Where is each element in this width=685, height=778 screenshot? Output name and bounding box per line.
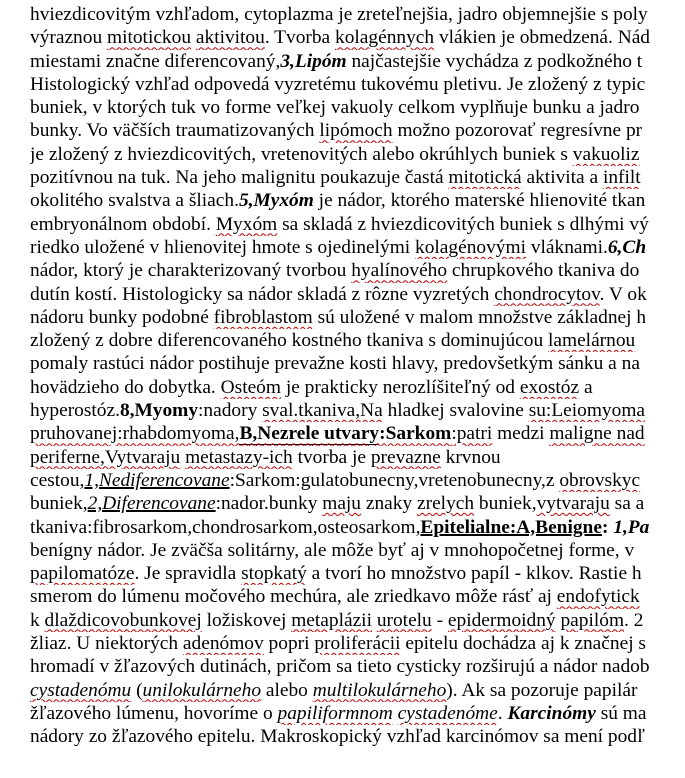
- text-line: [30, 96, 685, 119]
- text-segment: zložený z dobre diferencovaného kostného tkaniva s dominujúcou: [30, 330, 548, 352]
- text-segment: aktivita a: [521, 167, 603, 189]
- misspelled-text-segment: dlaždicovobunkovej: [44, 609, 202, 631]
- text-line: [30, 469, 685, 492]
- misspelled-text-segment: aktivitou: [195, 27, 265, 49]
- misspelled-text-segment: su:Leiomyoma: [528, 400, 646, 422]
- text-segment: medzi: [492, 423, 550, 445]
- text-line: [30, 283, 685, 306]
- misspelled-text-segment: hyalínového: [351, 260, 448, 282]
- text-segment: alebo: [261, 679, 313, 701]
- text-segment: hviezdicovitým vzhľadom, cytoplazma je zreteľnejšia, jadro objemnejšie s poly: [30, 4, 648, 25]
- text-segment: :: [601, 516, 614, 538]
- misspelled-text-segment: prevazne: [370, 446, 441, 468]
- misspelled-text-segment: B,Nezrele utvary: [239, 423, 380, 445]
- text-segment: 8,Myomy: [119, 400, 199, 422]
- text-line: [30, 306, 685, 329]
- text-segment: vláknami.: [525, 236, 608, 258]
- misspelled-text-segment: mitotickou: [107, 27, 192, 49]
- misspelled-text-segment: chondrocytov: [494, 283, 600, 305]
- misspelled-text-segment: papilóm: [560, 609, 625, 631]
- misspelled-text-segment: Myxóm: [215, 213, 278, 235]
- text-segment: epitelu dochádza aj k značnej s: [400, 633, 646, 655]
- text-segment: miestami značne diferencovaný,: [30, 50, 281, 72]
- text-segment: pomaly rastúci nádor postihuje prevažne kosti hlavy, predovšetkým sánku a na: [30, 353, 640, 375]
- text-segment: nádory zo žľazového epitelu. Makroskopický vzhľad karcinómov sa mení podľ: [30, 726, 645, 748]
- text-segment: buniek,: [30, 493, 88, 515]
- misspelled-text-segment: :: [379, 423, 386, 445]
- text-segment: žliaz. U niektorých: [30, 633, 183, 655]
- text-line: [30, 446, 685, 469]
- text-line: [30, 655, 685, 678]
- text-segment: dutín kostí. Histologicky sa nádor skladá z rôzne vyzretých: [30, 283, 495, 305]
- text-segment: Histologický vzhľad odpovedá vyzretému tukovému pletivu. Je zložený z typic: [30, 73, 646, 95]
- text-line: [30, 702, 685, 725]
- text-segment: 3,Lipóm: [280, 50, 347, 72]
- text-segment: sú ma: [595, 702, 647, 724]
- misspelled-text-segment: papiliformnom: [277, 702, 393, 724]
- text-line: [30, 376, 685, 399]
- text-segment: znaky: [361, 493, 418, 515]
- text-segment: ložiskovej: [201, 609, 292, 631]
- misspelled-text-segment: sval.tkaniva,Na: [262, 400, 383, 422]
- text-segment: Karcinómy: [507, 702, 596, 724]
- text-line: [30, 679, 685, 702]
- text-segment: hromadí v žľazových dutinách, pričom sa tieto cysticky rozširujú a nádor nadob: [30, 656, 650, 678]
- misspelled-text-segment: mitotická: [448, 167, 522, 189]
- text-line: [30, 632, 685, 655]
- text-segment: vlákien je obmedzená. Nád: [434, 27, 650, 49]
- text-segment: smerom do lúmenu močového mechúra, ale zriedkavo môže rásť aj: [30, 586, 557, 608]
- text-segment: :nador.bunky: [215, 493, 323, 515]
- text-segment: pozitívnou na tuk. Na jeho malignitu poukazuje častá: [30, 167, 449, 189]
- text-segment: :nadory: [198, 400, 263, 422]
- text-segment: nádoru bunky podobné: [30, 306, 214, 328]
- misspelled-text-segment: periferne,Vytvaraju: [30, 446, 181, 468]
- text-segment: popri: [263, 633, 315, 655]
- text-segment: 5,Myxóm: [238, 190, 314, 212]
- text-segment: buniek,: [474, 493, 537, 515]
- misspelled-text-segment: exostóz: [519, 376, 580, 398]
- misspelled-text-segment: metaplázii: [291, 609, 372, 631]
- misspelled-text-segment: Osteóm: [220, 376, 281, 398]
- text-segment: benígny nádor. Je zväčša solitárny, ale môže byť aj v mnohopočetnej forme, v: [30, 539, 635, 561]
- misspelled-text-segment: zrelych: [417, 493, 475, 515]
- text-line: [30, 352, 685, 375]
- misspelled-text-segment: fibroblastom: [213, 306, 313, 328]
- misspelled-text-segment: lipómoch: [319, 120, 393, 142]
- text-segment: . 2: [624, 609, 644, 631]
- text-segment: tkaniva:fibrosarkom,chondrosarkom,osteosarkom,: [30, 516, 421, 538]
- text-segment: Epitelialne:A,Benigne: [420, 516, 602, 538]
- text-segment: je prakticky nerozlíšiteľný od: [280, 376, 520, 398]
- text-segment: možno pozorovať regresívne pr: [392, 120, 643, 142]
- misspelled-text-segment: papilomatóze: [30, 563, 135, 585]
- text-segment: 6,Ch: [607, 236, 647, 258]
- text-line: [30, 73, 685, 96]
- text-line: [30, 189, 685, 212]
- misspelled-text-segment: unilokulárneho: [142, 679, 262, 701]
- text-segment: embryonálnom období.: [30, 213, 216, 235]
- text-segment: sú uložené v malom množstve základnej h: [312, 306, 647, 328]
- text-segment: (: [131, 679, 143, 701]
- text-segment: sa skladá z hviezdicovitých buniek s dlhými vý: [277, 213, 649, 235]
- misspelled-text-segment: infilt: [602, 167, 641, 189]
- text-line: [30, 26, 685, 49]
- text-segment: hovädzieho do dobytka.: [30, 376, 221, 398]
- text-segment: je zložený z hviezdicovitých, vretenovitých alebo okrúhlych buniek s: [30, 143, 573, 165]
- text-segment: :Sarkom:gulatobunecny,vretenobunecny,z: [229, 469, 560, 491]
- text-segment: výraznou: [30, 27, 107, 49]
- text-line: [30, 609, 685, 632]
- misspelled-text-segment: proliferácii: [314, 633, 401, 655]
- misspelled-text-segment: vakuoliz: [572, 143, 640, 165]
- text-segment: -: [431, 609, 448, 631]
- text-line: [30, 259, 685, 282]
- text-line: [30, 585, 685, 608]
- text-segment: . V ok: [599, 283, 647, 305]
- text-segment: žľazového lúmenu, hovoríme o: [30, 702, 278, 724]
- misspelled-text-segment: cystadenóme: [397, 702, 498, 724]
- text-line: [30, 492, 685, 515]
- text-segment: sa a: [609, 493, 645, 515]
- text-segment: okolitého svalstva a šliach.: [30, 190, 239, 212]
- text-segment: . Tvorba: [264, 27, 336, 49]
- text-segment: . Je spravidla: [134, 563, 242, 585]
- text-line: [30, 166, 685, 189]
- text-line: [30, 3, 685, 26]
- text-line: [30, 562, 685, 585]
- text-line: [30, 539, 685, 562]
- misspelled-text-segment: obrovskyc: [559, 469, 641, 491]
- text-segment: je nádor, ktorého materské hlienovité tkan: [313, 190, 646, 212]
- text-line: [30, 143, 685, 166]
- text-segment: a tvorí ho množstvo papíl - klkov. Rastie h: [306, 563, 642, 585]
- text-segment: k: [30, 609, 45, 631]
- text-segment: 1,Nediferencovane: [84, 469, 230, 491]
- text-line: [30, 236, 685, 259]
- text-segment: 2,Diferencovane: [87, 493, 216, 515]
- text-segment: bunky. Vo väčších traumatizovaných: [30, 120, 320, 142]
- text-segment: krvnou: [440, 446, 501, 468]
- text-segment: buniek, v ktorých tuk vo forme veľkej vakuoly celkom vyplňuje bunku a jadro: [30, 97, 640, 119]
- misspelled-text-segment: Sarkom: [385, 423, 452, 445]
- text-segment: cestou,: [30, 469, 85, 491]
- text-segment: ). Ak sa pozoruje papilár: [446, 679, 638, 701]
- text-line: [30, 725, 685, 748]
- misspelled-text-segment: epidermoidný: [447, 609, 556, 631]
- text-line: [30, 399, 685, 422]
- text-segment: hyperostóz.: [30, 400, 120, 422]
- misspelled-text-segment: kolagénnych: [335, 27, 435, 49]
- text-segment: najčastejšie vychádza z podkožného t: [346, 50, 643, 72]
- text-segment: hladkej svalovine: [382, 400, 529, 422]
- text-segment: riedko uložené v hlienovitej hmote s ojedinelými: [30, 236, 416, 258]
- misspelled-text-segment: pruhovanej:rhabdomyoma,: [30, 423, 240, 445]
- text-line: [30, 50, 685, 73]
- misspelled-text-segment: metastazy-ich: [185, 446, 293, 468]
- text-segment: chrupkového tkaniva do: [447, 260, 640, 282]
- text-line: [30, 516, 685, 539]
- misspelled-text-segment: kolagénovými: [415, 236, 526, 258]
- misspelled-text-segment: vytvaraju: [536, 493, 610, 515]
- text-line: [30, 213, 685, 236]
- misspelled-text-segment: multilokulárneho: [312, 679, 447, 701]
- text-segment: nádor, ktorý je charakterizovaný tvorbou: [30, 260, 352, 282]
- text-segment: a: [579, 376, 593, 398]
- misspelled-text-segment: stopkatý: [241, 563, 307, 585]
- text-line: [30, 329, 685, 352]
- text-segment: tvorba je: [292, 446, 371, 468]
- misspelled-text-segment: urotelu: [376, 609, 432, 631]
- misspelled-text-segment: :patri: [451, 423, 493, 445]
- text-line: [30, 422, 685, 445]
- misspelled-text-segment: maju: [322, 493, 362, 515]
- misspelled-text-segment: adenómov: [182, 633, 264, 655]
- text-line: [30, 119, 685, 142]
- text-segment: .: [497, 702, 508, 724]
- misspelled-text-segment: cystadenómu: [30, 679, 132, 701]
- text-segment: 1,Pa: [613, 516, 650, 538]
- misspelled-text-segment: endofytick: [556, 586, 640, 608]
- misspelled-text-segment: maligne nad: [549, 423, 645, 445]
- misspelled-text-segment: lamelárnou: [548, 330, 636, 352]
